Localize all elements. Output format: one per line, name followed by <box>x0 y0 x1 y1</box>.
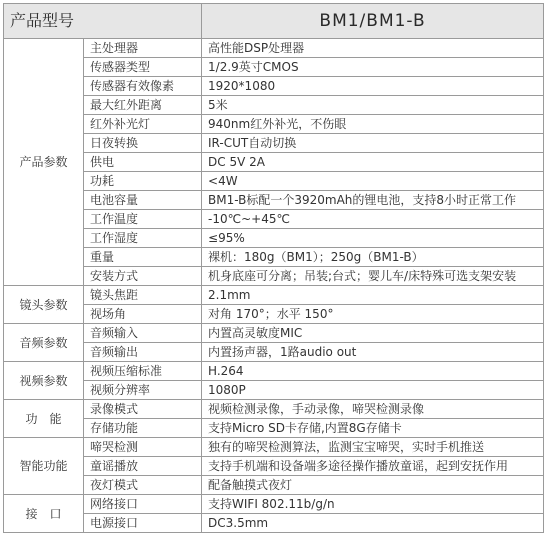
spec-key: 电池容量 <box>84 191 202 210</box>
spec-row <box>4 305 544 324</box>
spec-row <box>4 267 544 286</box>
spec-value: DC3.5mm <box>202 514 544 533</box>
spec-value: 5米 <box>202 96 544 115</box>
spec-value: 高性能DSP处理器 <box>202 39 544 58</box>
spec-value: 独有的啼哭检测算法，监测宝宝啼哭，实时手机推送 <box>202 438 544 457</box>
spec-body <box>4 39 544 533</box>
spec-value: DC 5V 2A <box>202 153 544 172</box>
spec-key: 最大红外距离 <box>84 96 202 115</box>
spec-key: 重量 <box>84 248 202 267</box>
spec-key: 音频输入 <box>84 324 202 343</box>
spec-key: 存储功能 <box>84 419 202 438</box>
model-label: 产品型号 <box>4 4 202 39</box>
spec-key: 视频压缩标准 <box>84 362 202 381</box>
spec-row <box>4 400 544 419</box>
spec-value: 支持WIFI 802.11b/g/n <box>202 495 544 514</box>
spec-value: 940nm红外补光，不伤眼 <box>202 115 544 134</box>
header-row <box>4 4 544 39</box>
spec-key: 视场角 <box>84 305 202 324</box>
spec-row <box>4 58 544 77</box>
spec-value: 2.1mm <box>202 286 544 305</box>
spec-row <box>4 248 544 267</box>
spec-row <box>4 476 544 495</box>
spec-row <box>4 77 544 96</box>
spec-row <box>4 96 544 115</box>
spec-row <box>4 229 544 248</box>
spec-row <box>4 39 544 58</box>
spec-key: 夜灯模式 <box>84 476 202 495</box>
spec-value: 1/2.9英寸CMOS <box>202 58 544 77</box>
spec-key: 工作湿度 <box>84 229 202 248</box>
spec-value: 支持Micro SD卡存储,内置8G存储卡 <box>202 419 544 438</box>
spec-key: 音频输出 <box>84 343 202 362</box>
spec-row <box>4 134 544 153</box>
spec-key: 主处理器 <box>84 39 202 58</box>
spec-table <box>3 3 544 533</box>
group-label: 产品参数 <box>4 39 84 286</box>
spec-key: 红外补光灯 <box>84 115 202 134</box>
group-label: 视频参数 <box>4 362 84 400</box>
spec-value: 支持手机端和设备端多途径操作播放童谣，起到安抚作用 <box>202 457 544 476</box>
group-label: 智能功能 <box>4 438 84 495</box>
spec-key: 录像模式 <box>84 400 202 419</box>
group-label: 镜头参数 <box>4 286 84 324</box>
spec-value: 内置高灵敏度MIC <box>202 324 544 343</box>
spec-row <box>4 343 544 362</box>
spec-key: 童谣播放 <box>84 457 202 476</box>
spec-value: BM1-B标配一个3920mAh的锂电池，支持8小时正常工作 <box>202 191 544 210</box>
spec-row <box>4 457 544 476</box>
model-value: BM1/BM1-B <box>202 4 544 39</box>
spec-row <box>4 172 544 191</box>
spec-key: 镜头焦距 <box>84 286 202 305</box>
spec-value: <4W <box>202 172 544 191</box>
spec-value: 机身底座可分离；吊装;台式；婴儿车/床特殊可选支架安装 <box>202 267 544 286</box>
spec-value: 配备触摸式夜灯 <box>202 476 544 495</box>
spec-value: 内置扬声器，1路audio out <box>202 343 544 362</box>
spec-row <box>4 324 544 343</box>
spec-row <box>4 210 544 229</box>
spec-key: 视频分辨率 <box>84 381 202 400</box>
spec-key: 工作温度 <box>84 210 202 229</box>
spec-row <box>4 514 544 533</box>
spec-value: -10℃~+45℃ <box>202 210 544 229</box>
spec-key: 电源接口 <box>84 514 202 533</box>
group-label: 接 口 <box>4 495 84 533</box>
spec-key: 网络接口 <box>84 495 202 514</box>
spec-key: 供电 <box>84 153 202 172</box>
spec-value: 1920*1080 <box>202 77 544 96</box>
spec-row <box>4 381 544 400</box>
spec-row <box>4 362 544 381</box>
spec-key: 日夜转换 <box>84 134 202 153</box>
spec-key: 功耗 <box>84 172 202 191</box>
spec-row <box>4 419 544 438</box>
spec-row <box>4 438 544 457</box>
spec-value: ≤95% <box>202 229 544 248</box>
spec-row <box>4 495 544 514</box>
group-label: 音频参数 <box>4 324 84 362</box>
spec-key: 传感器有效像素 <box>84 77 202 96</box>
spec-key: 啼哭检测 <box>84 438 202 457</box>
spec-value: 1080P <box>202 381 544 400</box>
spec-value: 裸机：180g（BM1）；250g（BM1-B） <box>202 248 544 267</box>
spec-value: 对角 170°；水平 150° <box>202 305 544 324</box>
spec-row <box>4 153 544 172</box>
spec-value: 视频检测录像，手动录像，啼哭检测录像 <box>202 400 544 419</box>
spec-row <box>4 286 544 305</box>
spec-value: IR-CUT自动切换 <box>202 134 544 153</box>
spec-value: H.264 <box>202 362 544 381</box>
spec-row <box>4 115 544 134</box>
group-label: 功 能 <box>4 400 84 438</box>
spec-key: 安装方式 <box>84 267 202 286</box>
spec-row <box>4 191 544 210</box>
spec-key: 传感器类型 <box>84 58 202 77</box>
